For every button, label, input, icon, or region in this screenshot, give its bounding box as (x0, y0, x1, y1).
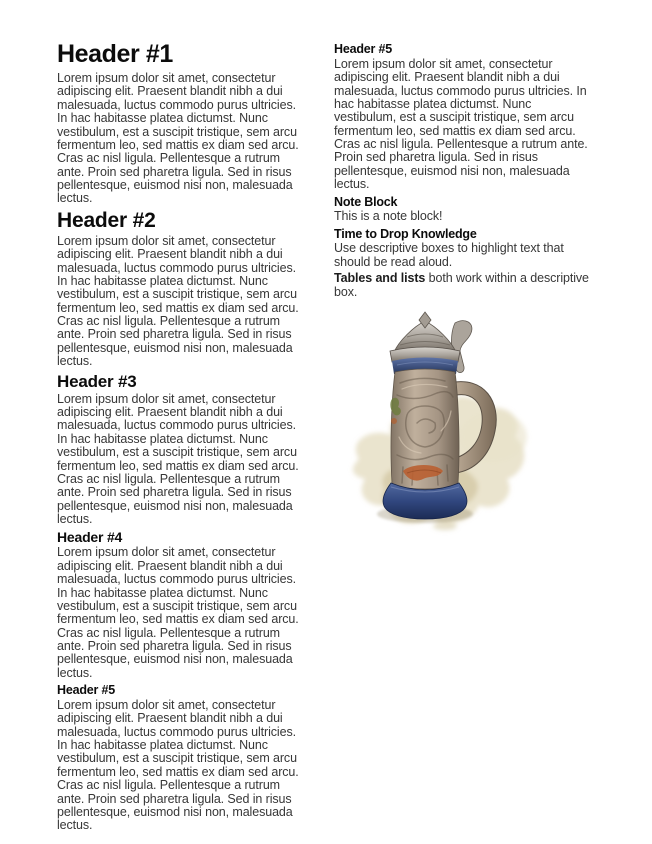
tables-and-lists-bold: Tables and lists (334, 271, 426, 286)
right-column (334, 41, 591, 836)
heading-1: Header #1 (57, 40, 173, 68)
heading-4: Header #4 (57, 529, 123, 546)
heading-5-right: Header #5 (334, 42, 392, 56)
beer-stein-illustration (344, 311, 536, 536)
drop-knowledge-title: Time to Drop Knowledge (334, 226, 477, 241)
paragraph-under-heading-2: Lorem ipsum dolor sit amet, consectetur adipiscing elit. Praesent blandit nibh a dui malesuada, luctus commodo purus ultricies. In hac habitasse platea dictumst. Nunc vestibulum, est a suscipit tristique, sem arcu fermentum leo, sed mattis ex diam sed arcu. Cras ac nisl ligula. Pellentesque a rutrum ante. Proin sed pharetra ligula. Sed in risus pellentesque, euismod nisi non, malesuada lectus. (57, 233, 299, 369)
paragraph-under-heading-3: Lorem ipsum dolor sit amet, consectetur adipiscing elit. Praesent blandit nibh a dui malesuada, luctus commodo purus ultricies. In hac habitasse platea dictumst. Nunc vestibulum, est a suscipit tristique, sem arcu fermentum leo, sed mattis ex diam sed arcu. Cras ac nisl ligula. Pellentesque a rutrum ante. Proin sed pharetra ligula. Sed in risus pellentesque, euismod nisi non, malesuada lectus. (57, 391, 299, 526)
heading-2: Header #2 (57, 208, 156, 232)
two-column-layout (57, 41, 591, 836)
paragraph-under-heading-5-right: Lorem ipsum dolor sit amet, consectetur adipiscing elit. Praesent blandit nibh a dui malesuada, luctus commodo purus ultricies. In hac habitasse platea dictumst. Nunc vestibulum, est a suscipit tristique, sem arcu fermentum leo, sed mattis ex diam sed arcu. Cras ac nisl ligula. Pellentesque a rutrum ante. Proin sed pharetra ligula. Sed in risus pellentesque, euismod nisi non, malesuada lectus. (334, 56, 588, 192)
paragraph-under-heading-5-left: Lorem ipsum dolor sit amet, consectetur adipiscing elit. Praesent blandit nibh a dui malesuada, luctus commodo purus ultricies. In hac habitasse platea dictumst. Nunc vestibulum, est a suscipit tristique, sem arcu fermentum leo, sed mattis ex diam sed arcu. Cras ac nisl ligula. Pellentesque a rutrum ante. Proin sed pharetra ligula. Sed in risus pellentesque, euismod nisi non, malesuada lectus. (57, 697, 299, 833)
paragraph-under-heading-4: Lorem ipsum dolor sit amet, consectetur adipiscing elit. Praesent blandit nibh a dui malesuada, luctus commodo purus ultricies. In hac habitasse platea dictumst. Nunc vestibulum, est a suscipit tristique, sem arcu fermentum leo, sed mattis ex diam sed arcu. Cras ac nisl ligula. Pellentesque a rutrum ante. Proin sed pharetra ligula. Sed in risus pellentesque, euismod nisi non, malesuada lectus. (57, 545, 299, 680)
left-column (57, 41, 308, 836)
heading-3: Header #3 (57, 371, 137, 391)
paragraph-under-heading-1: Lorem ipsum dolor sit amet, consectetur adipiscing elit. Praesent blandit nibh a dui malesuada, luctus commodo purus ultricies. In hac habitasse platea dictumst. Nunc vestibulum, est a suscipit tristique, sem arcu fermentum leo, sed mattis ex diam sed arcu. Cras ac nisl ligula. Pellentesque a rutrum ante. Proin sed pharetra ligula. Sed in risus pellentesque, euismod nisi non, malesuada lectus. (57, 71, 299, 206)
tables-and-lists-text (334, 272, 591, 299)
note-block-title: Note Block (334, 194, 398, 209)
heading-5-left: Header #5 (57, 683, 115, 698)
tables-and-lists-rest: both work within a descriptive box. (334, 271, 589, 299)
note-block-text: This is a note block! (334, 209, 443, 224)
drop-knowledge-text: Use descriptive boxes to highlight text that should be read aloud. (334, 241, 564, 269)
